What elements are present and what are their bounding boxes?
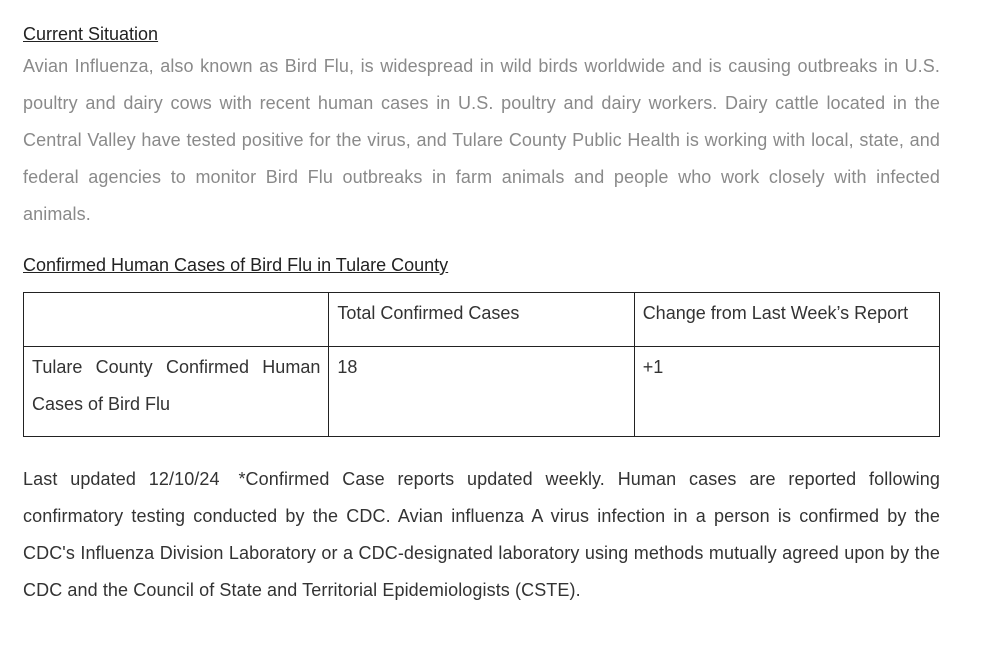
- table-cell-total: 18: [329, 347, 634, 437]
- table-header-total: Total Confirmed Cases: [329, 293, 634, 347]
- table-row: [24, 347, 940, 437]
- current-situation-heading: Current Situation: [23, 24, 159, 44]
- last-updated-text: Last updated 12/10/24: [23, 469, 220, 489]
- table-header-cell-blank: [24, 293, 329, 347]
- table-cell-label: Tulare County Confirmed Human Cases of Bird Flu: [24, 347, 329, 437]
- table-header-change: Change from Last Week’s Report: [634, 293, 939, 347]
- footnote-text: *Confirmed Case reports updated weekly. Human cases are reported following confirmatory testing conducted by the CDC. Avian influenza A virus infection in a person is confirmed by the CDC's Influenza Division Laboratory or a CDC-designated laboratory using methods mutually agreed upon by the CDC and the Council of State and Territorial Epidemiologists (CSTE).: [23, 469, 940, 600]
- table-cell-change: +1: [634, 347, 939, 437]
- page-content: [23, 20, 940, 627]
- confirmed-cases-table: [23, 292, 940, 437]
- situation-paragraph: Avian Influenza, also known as Bird Flu, is widespread in wild birds worldwide and is causing outbreaks in U.S. poultry and dairy cows with recent human cases in U.S. poultry and dairy workers. Dairy cattle located in the Central Valley have tested positive for the virus, and Tulare County Public Health is working with local, state, and federal agencies to monitor Bird Flu outbreaks in farm animals and people who work closely with infected animals.: [23, 56, 940, 224]
- footnote-paragraph: [23, 461, 940, 609]
- table-header-row: [24, 293, 940, 347]
- confirmed-cases-heading: Confirmed Human Cases of Bird Flu in Tulare County: [23, 255, 449, 275]
